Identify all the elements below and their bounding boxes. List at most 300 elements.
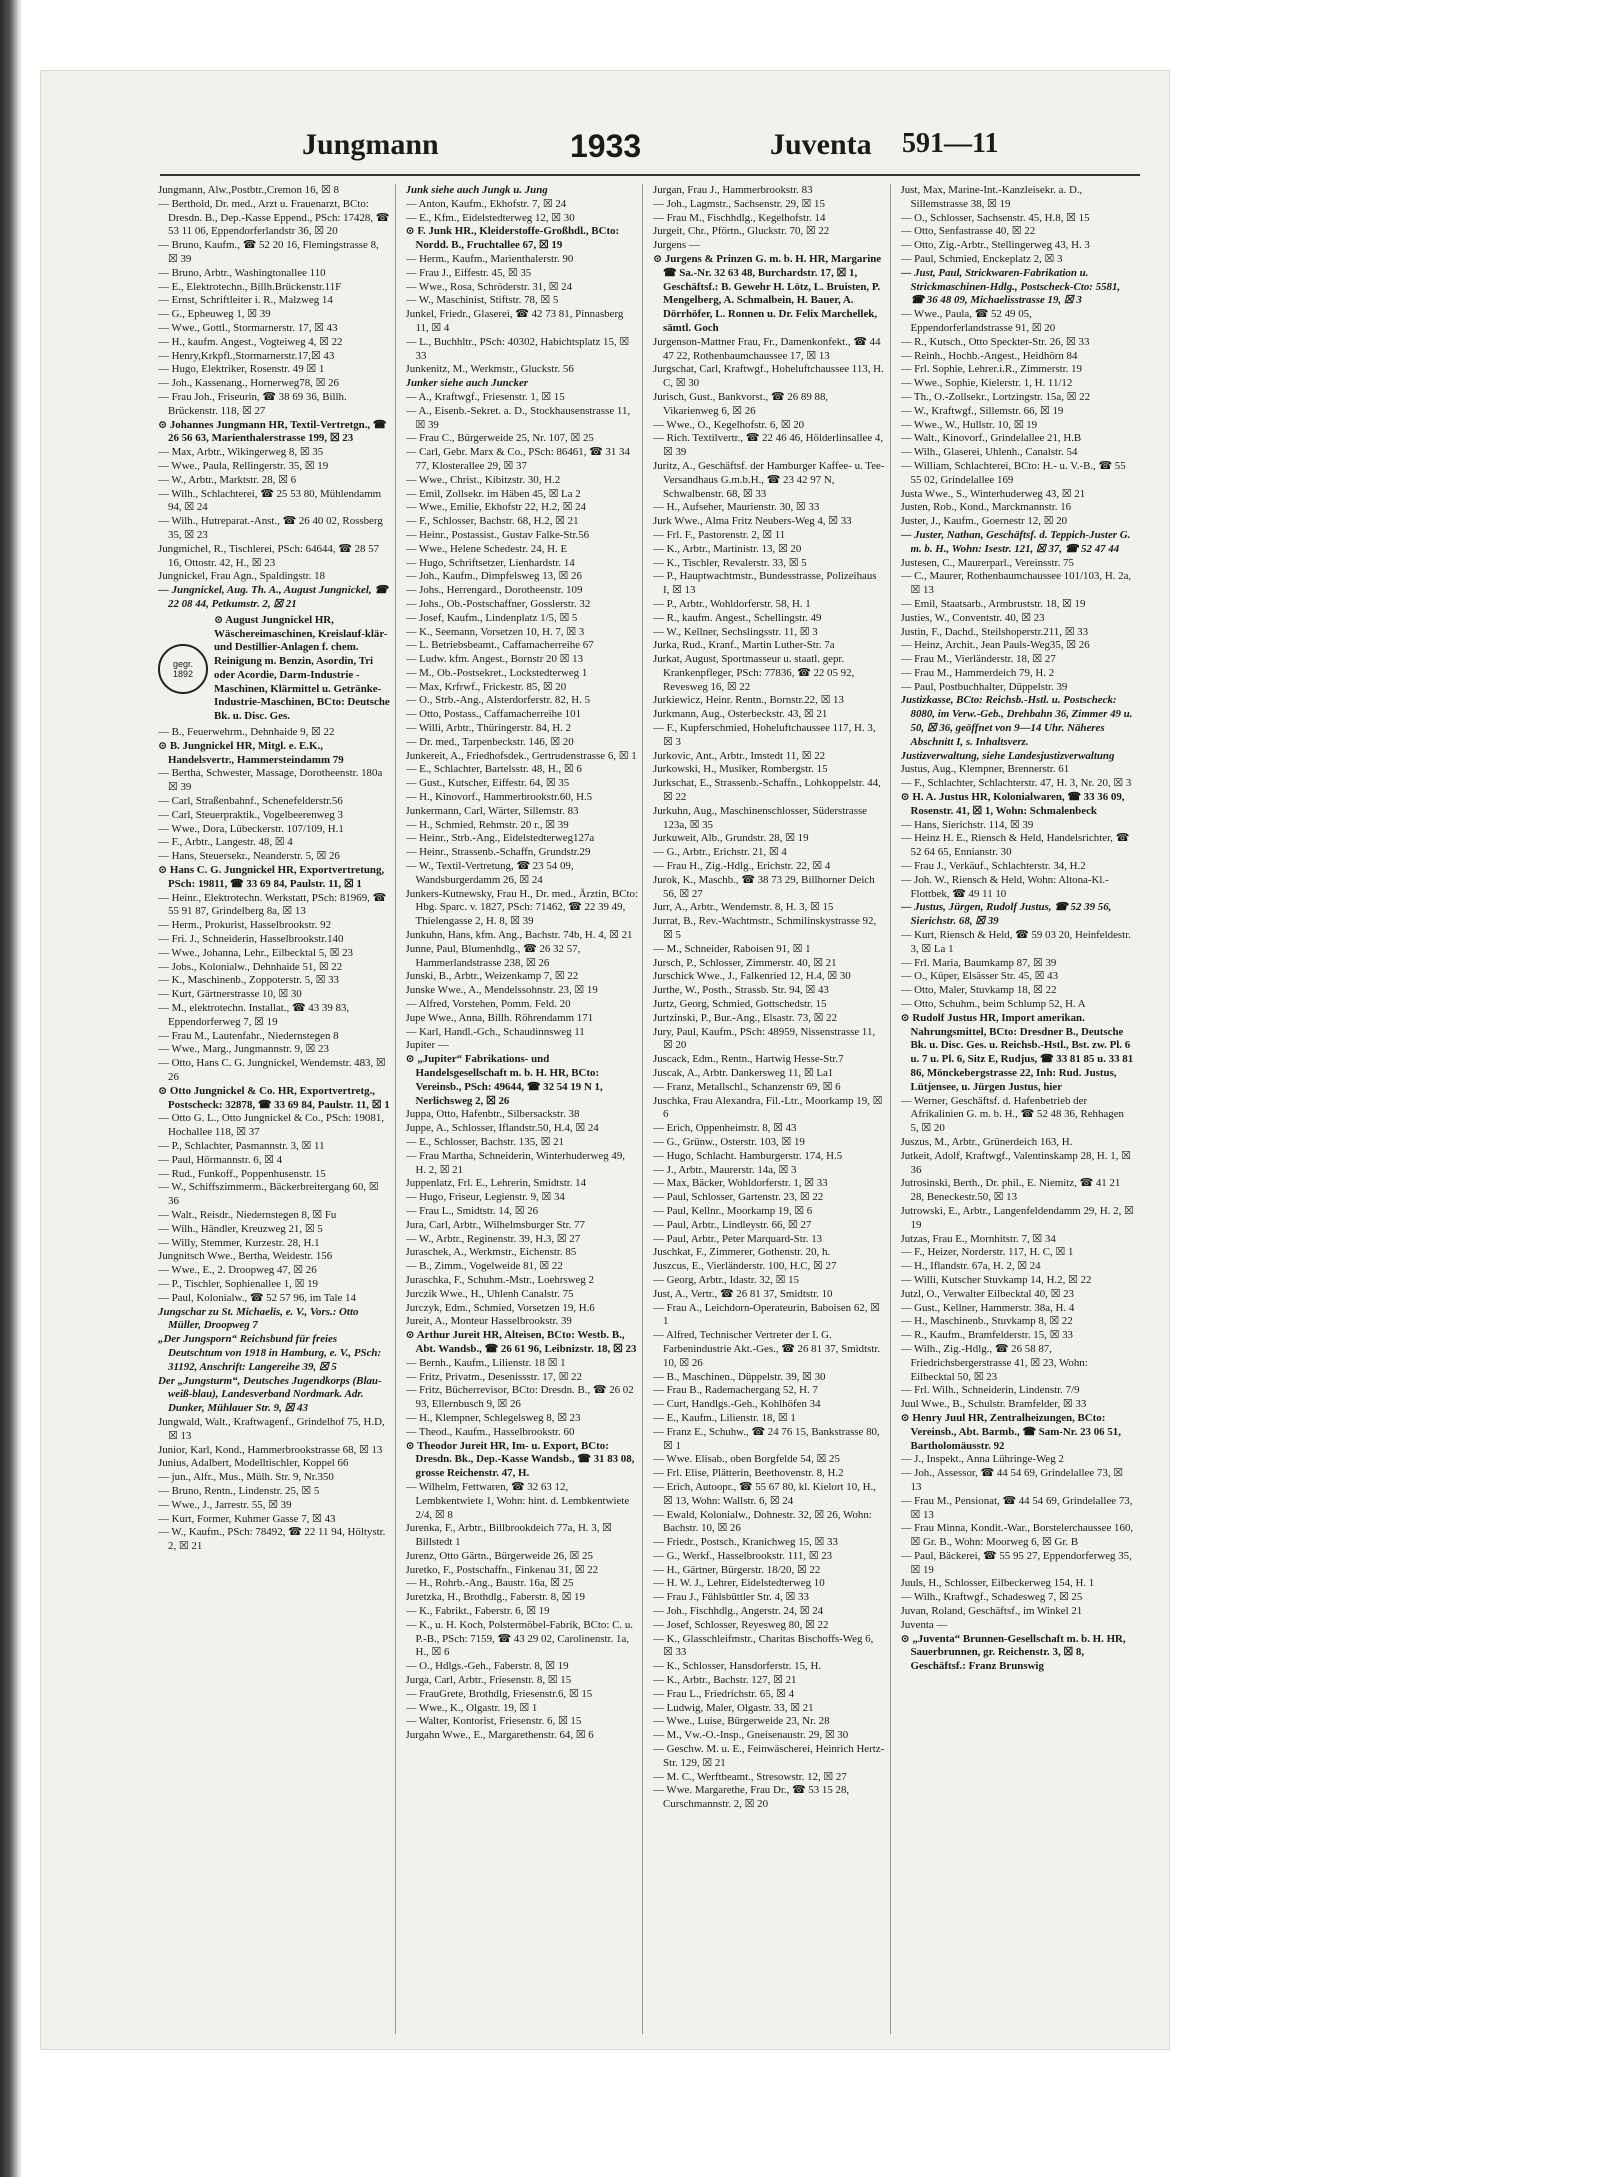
directory-entry: Juppe, A., Schlosser, Iflandstr.50, H.4, ☒ 24	[405, 1122, 599, 1135]
directory-entry: — P., Hauptwachtmstr., Bundesstrasse, Polizeihaus I, ☒ 13	[653, 570, 877, 597]
directory-entry: — Wwe., Johanna, Lehr., Eilbecktal 5, ☒ 23	[158, 946, 353, 959]
directory-entry: Jurkuhn, Aug., Maschinenschlosser, Süderstrasse 123a, ☒ 35	[653, 804, 868, 831]
directory-entry: — W., Maschinist, Stiftstr. 78, ☒ 5	[405, 294, 559, 307]
directory-entry: — Paul, Kellnr., Moorkamp 19, ☒ 6	[653, 1204, 813, 1217]
directory-entry: — Heinr., Postassist., Gustav Falke-Str.56	[405, 528, 590, 541]
directory-entry: Justin, F., Dachd., Steilshoperstr.211, ☒ 33	[900, 625, 1089, 638]
directory-entry: — Wwe., Gottl., Stormarnerstr. 17, ☒ 43	[158, 321, 338, 334]
directory-entry: — R., kaufm. Angest., Schellingstr. 49	[653, 611, 822, 624]
directory-entry: — Anton, Kaufm., Ekhofstr. 7, ☒ 24	[405, 197, 567, 210]
header-year: 1933	[570, 128, 642, 164]
directory-entry: — Frau J., Fühlsbüttler Str. 4, ☒ 33	[653, 1591, 809, 1604]
directory-entry: — W., Schiffszimmerm., Bäckerbreitergang 60, ☒ 36	[158, 1181, 379, 1208]
directory-entry: — Frau M., Fischhdlg., Kegelhofstr. 14	[653, 211, 826, 224]
column-1	[158, 184, 396, 2034]
directory-entry: — F., Schlosser, Bachstr. 68, H.2, ☒ 21	[405, 515, 579, 528]
directory-entry: — Wwe., O., Kegelhofstr. 6, ☒ 20	[653, 418, 805, 431]
directory-entry: Juraschka, F., Schuhm.-Mstr., Loehrsweg 2	[405, 1273, 594, 1286]
directory-entry: — Hugo, Schlacht. Hamburgerstr. 174, H.5	[653, 1149, 843, 1162]
directory-entry: — Emil, Zollsekr. im Häben 45, ☒ La 2	[405, 487, 581, 500]
directory-entry: — Frau J., Verkäuf., Schlachterstr. 34, H.2	[900, 860, 1086, 873]
firm-seal-entry	[158, 614, 391, 724]
directory-entry: — B., Maschinen., Düppelstr. 39, ☒ 30	[653, 1370, 826, 1383]
directory-entry: — Hugo, Friseur, Legienstr. 9, ☒ 34	[405, 1191, 565, 1204]
directory-entry: Junkuhn, Hans, kfm. Ang., Bachstr. 74b, H. 4, ☒ 21	[405, 929, 633, 942]
directory-entry: Justesen, C., Maurerparl., Vereinsstr. 75	[900, 556, 1074, 569]
directory-entry: Justus, Aug., Klempner, Brennerstr. 61	[900, 763, 1070, 776]
directory-entry: — G., Epheuweg 1, ☒ 39	[158, 308, 271, 321]
directory-entry: — Kurt, Riensch & Held, ☎ 59 03 20, Heinfeldestr. 3, ☒ La 1	[900, 929, 1131, 955]
directory-entry: — E., Schlachter, Bartelsstr. 48, H., ☒ 6	[405, 763, 582, 776]
directory-entry: — K., Glasschleifmstr., Charitas Bischoffs-Weg 6, ☒ 33	[653, 1632, 874, 1659]
directory-entry: Jurkat, August, Sportmasseur u. staatl. gepr. Krankenpfleger, PSch: 77836, ☎ 22 05 92, Revesweg 16, ☒ 22	[653, 653, 855, 693]
directory-entry: — K., Fabrikt., Faberstr. 6, ☒ 19	[405, 1605, 550, 1618]
directory-entry: Der „Jungsturm“, Deutsches Jugendkorps (Blau-weiß-blau), Landesverband Nordmark. Adr. Dunker, Mühlauer Str. 9, ☒ 43	[158, 1374, 382, 1415]
directory-entry: Justizkasse, BCto: Reichsb.-Hstl. u. Postscheck: 8080, im Verw.-Geb., Drehbahn 36, Zimmer 49 u. 50, ☒ 36, geöffnet von 9—14 Uhr. Näheres Abschnitt I, s. Inhaltsverz.	[900, 694, 1133, 748]
directory-entry: — Georg, Arbtr., Idastr. 32, ☒ 15	[653, 1273, 799, 1286]
directory-entry: Jungnitsch Wwe., Bertha, Weidestr. 156	[158, 1250, 333, 1263]
directory-entry: — Theod., Kaufm., Hasselbrookstr. 60	[405, 1425, 575, 1438]
directory-entry: — Frl. Maria, Baumkamp 87, ☒ 39	[900, 956, 1057, 969]
directory-entry: ⊙ Henry Juul HR, Zentralheizungen, BCto: Vereinsb., Abt. Barmb., ☎ Sam-Nr. 23 06 51, Bartholomäusstr. 92	[900, 1411, 1121, 1452]
directory-entry: Jurr, A., Arbtr., Wendemstr. 8, H. 3, ☒ 15	[653, 901, 834, 914]
directory-entry: — Heinr., Elektrotechn. Werkstatt, PSch: 81969, ☎ 55 91 87, Grindelberg 8a, ☒ 13	[158, 891, 387, 918]
directory-entry: Juszus, M., Arbtr., Grünerdeich 163, H.	[900, 1135, 1073, 1148]
directory-entry: Junker siehe auch Juncker	[405, 377, 529, 390]
directory-entry: ⊙ Theodor Jureit HR, Im- u. Export, BCto: Dresdn. Bk., Dep.-Kasse Wandsb., ☎ 31 83 08, grosse Reichenstr. 47, H.	[405, 1439, 635, 1480]
directory-entry: — Paul, Schmied, Enckeplatz 2, ☒ 3	[900, 252, 1063, 265]
directory-entry: Junkenitz, M., Werkmstr., Gluckstr. 56	[405, 363, 574, 376]
directory-entry: Jurrat, B., Rev.-Wachtmstr., Schmilinskystrasse 92, ☒ 5	[653, 915, 877, 942]
directory-entry: — O., Hdlgs.-Geh., Faberstr. 8, ☒ 19	[405, 1660, 569, 1673]
directory-entry: — Ludw. kfm. Angest., Bornstr 20 ☒ 13	[405, 653, 584, 666]
directory-entry: — Frl. Elise, Plätterin, Beethovenstr. 8, H.2	[653, 1467, 844, 1480]
directory-entry: — Bertha, Schwester, Massage, Dorotheenstr. 180a ☒ 39	[158, 767, 383, 794]
directory-entry: — H., Klempner, Schlegelsweg 8, ☒ 23	[405, 1411, 581, 1424]
directory-entry: Juul Wwe., B., Schulstr. Bramfelder, ☒ 33	[900, 1398, 1087, 1411]
directory-entry: Jurenka, F., Arbtr., Billbrookdeich 77a, H. 3, ☒ Billstedt 1	[405, 1522, 612, 1549]
directory-entry: — Bruno, Arbtr., Washingtonallee 110	[158, 266, 326, 279]
directory-entry: — Henry,Krkpfl.,Stormarnerstr.17,☒ 43	[158, 349, 335, 362]
directory-entry: — Frl. F., Pastorenstr. 2, ☒ 11	[653, 528, 786, 541]
directory-entry: Juritz, A., Geschäftsf. der Hamburger Kaffee- u. Tee-Versandhaus G.m.b.H., ☎ 23 42 97 N, Schwalbenstr. 68, ☒ 33	[653, 459, 885, 500]
directory-entry: — Wwe. Elisab., oben Borgfelde 54, ☒ 25	[653, 1453, 840, 1466]
directory-entry: — Johs., Ob.-Postschaffner, Gosslerstr. 32	[405, 597, 591, 610]
directory-entry: — Frau H., Zig.-Hdlg., Erichstr. 22, ☒ 4	[653, 860, 831, 873]
directory-entry: Just, Max, Marine-Int.-Kanzleisekr. a. D., Sillemstrasse 38, ☒ 19	[900, 184, 1083, 210]
column-2	[406, 184, 644, 2034]
directory-entry: — Walt., Reisdr., Niedernstegen 8, ☒ Fu	[158, 1208, 337, 1221]
directory-entry: — R., Kutsch., Otto Speckter-Str. 26, ☒ 33	[900, 335, 1090, 348]
directory-entry: Junkel, Friedr., Glaserei, ☎ 42 73 81, Pinnasberg 11, ☒ 4	[405, 308, 624, 334]
directory-entry: ⊙ „Jupiter“ Fabrikations- und Handelsgesellschaft m. b. H. HR, BCto: Vereinsb., PSch: 49644, ☎ 32 54 19 N 1, Nerlichsweg 2, ☒ 26	[405, 1053, 603, 1107]
directory-entry: — H., Gärtner, Bürgerstr. 18/20, ☒ 22	[653, 1563, 821, 1576]
directory-entry: Juretzka, H., Brothdlg., Faberstr. 8, ☒ 19	[405, 1591, 585, 1604]
directory-entry: — Erich, Oppenheimstr. 8, ☒ 43	[653, 1122, 797, 1135]
directory-entry: Jurczyk, Edm., Schmied, Vorsetzen 19, H.6	[405, 1301, 595, 1314]
directory-entry: — Josef, Kaufm., Lindenplatz 1/5, ☒ 5	[405, 611, 578, 624]
directory-entry: Jurgahn Wwe., E., Margarethenstr. 64, ☒ 6	[405, 1729, 594, 1742]
directory-entry: — Otto, Maler, Stuvkamp 18, ☒ 22	[900, 984, 1057, 997]
directory-entry: — Otto, Hans C. G. Jungnickel, Wendemstr. 483, ☒ 26	[158, 1057, 386, 1083]
directory-entry: — Bernh., Kaufm., Lilienstr. 18 ☒ 1	[405, 1356, 566, 1369]
directory-entry: Jurkovic, Ant., Arbtr., Imstedt 11, ☒ 22	[653, 749, 826, 762]
directory-entry: Junkereit, A., Friedhofsdek., Gertrudenstrasse 6, ☒ 1	[405, 749, 637, 762]
directory-entry: — Paul, Kolonialw., ☎ 52 57 96, im Tale 14	[158, 1291, 356, 1304]
directory-entry: — W., Arbtr., Reginenstr. 39, H.3, ☒ 27	[405, 1232, 581, 1245]
directory-entry: — Heinz H. E., Riensch & Held, Handelsrichter, ☎ 52 64 65, Ennianstr. 30	[900, 832, 1130, 859]
directory-entry: — Jungnickel, Aug. Th. A., August Jungnickel, ☎ 22 08 44, Petkumstr. 2, ☒ 21	[158, 584, 388, 610]
directory-entry: Juventa —	[900, 1618, 948, 1631]
directory-entry: — O., Küper, Elsässer Str. 45, ☒ 43	[900, 970, 1059, 983]
directory-entry: — Frau L., Friedrichstr. 65, ☒ 4	[653, 1687, 795, 1700]
directory-entry: — Willi, Kutscher Stuvkamp 14, H.2, ☒ 22	[900, 1273, 1092, 1286]
directory-entry: — Herm., Prokurist, Hasselbrookstr. 92	[158, 919, 332, 932]
directory-entry: — Wwe., Dora, Lübeckerstr. 107/109, H.1	[158, 822, 344, 835]
directory-entry: — Frau J., Eiffestr. 45, ☒ 35	[405, 266, 532, 279]
directory-entry: — Dr. med., Tarpenbeckstr. 146, ☒ 20	[405, 735, 574, 748]
directory-page	[40, 70, 1170, 2050]
directory-entry: — Otto, Senfastrasse 40, ☒ 22	[900, 225, 1036, 238]
directory-entry: — Fri. J., Schneiderin, Hasselbrookstr.140	[158, 933, 344, 946]
directory-entry: ⊙ Otto Jungnickel & Co. HR, Exportvertretg., Postscheck: 32878, ☎ 33 69 84, Paulstr. 11, ☒ 1	[158, 1084, 390, 1111]
directory-entry: Juscak, A., Arbtr. Dankersweg 11, ☒ La1	[653, 1067, 834, 1079]
directory-entry: — Walt., Kinovorf., Grindelallee 21, H.B	[900, 432, 1082, 445]
column-4	[901, 184, 1139, 2034]
directory-entry: — Frl. Wilh., Schneiderin, Lindenstr. 7/9	[900, 1384, 1080, 1397]
scan-edge	[0, 0, 22, 2177]
directory-entry: — Wwe., Rosa, Schröderstr. 31, ☒ 24	[405, 280, 573, 293]
directory-entry: Jungwald, Walt., Kraftwagenf., Grindelhof 75, H.D, ☒ 13	[158, 1415, 385, 1442]
directory-entry: — Wilh., Händler, Kreuzweg 21, ☒ 5	[158, 1222, 323, 1235]
directory-entry: — F., Kupferschmied, Hoheluftchaussee 117, H. 3, ☒ 3	[653, 722, 876, 748]
directory-entry: — Justus, Jürgen, Rudolf Justus, ☎ 52 39 56, Sierichstr. 68, ☒ 39	[900, 901, 1112, 928]
directory-entry: Juster, J., Kaufm., Goernestr 12, ☒ 20	[900, 515, 1068, 528]
directory-entry: Jurgschat, Carl, Kraftwgf., Hoheluftchaussee 113, H. C, ☒ 30	[653, 363, 884, 390]
directory-entry: — Rich. Textilvertr., ☎ 22 46 46, Hölderlinsallee 4, ☒ 39	[653, 432, 884, 459]
directory-entry: — William, Schlachterei, BCto: H.- u. V.-B., ☎ 55 55 02, Grindelallee 169	[900, 459, 1126, 486]
directory-entry: — Heinr., Strb.-Ang., Eidelstedterweg127a	[405, 832, 595, 845]
header-page-number: 591—11	[902, 128, 999, 159]
directory-entry: Juppa, Otto, Hafenbtr., Silbersackstr. 38	[405, 1108, 580, 1121]
directory-entry: Jupe Wwe., Anna, Billh. Röhrendamm 171	[405, 1011, 594, 1024]
directory-entry: — Wwe., J., Jarrestr. 55, ☒ 39	[158, 1498, 292, 1511]
directory-entry: — M., Vw.-O.-Insp., Gneisenaustr. 29, ☒ 30	[653, 1729, 849, 1742]
directory-entry: — Wilh., Zig.-Hdlg., ☎ 26 58 87, Friedrichsbergerstrasse 41, ☒ 23, Wohn: Eilbecktal 50, ☒ 23	[900, 1342, 1088, 1383]
directory-entry: — Jobs., Kolonialw., Dehnhaide 51, ☒ 22	[158, 960, 343, 973]
directory-entry: Jurenz, Otto Gärtn., Bürgerweide 26, ☒ 25	[405, 1549, 593, 1562]
directory-entry: Junius, Adalbert, Modelltischler, Koppel 66	[158, 1457, 349, 1470]
directory-entry: Junne, Paul, Blumenhdlg., ☎ 26 32 57, Hammerlandstrasse 238, ☒ 26	[405, 942, 581, 969]
directory-entry: ⊙ H. A. Justus HR, Kolonialwaren, ☎ 33 36 09, Rosenstr. 41, ☒ 1, Wohn: Schmalenbeck	[900, 791, 1125, 817]
directory-entry: Jutrowski, E., Arbtr., Langenfeldendamm 29, H. 2, ☒ 19	[900, 1204, 1134, 1231]
directory-entry: — Friedr., Postsch., Kranichweg 15, ☒ 33	[653, 1536, 838, 1549]
directory-entry: Jurkiewicz, Heinr. Rentn., Bornstr.22, ☒ 13	[653, 694, 844, 707]
directory-entry: — Otto, Zig.-Arbtr., Stellingerweg 43, H. 3	[900, 239, 1090, 252]
directory-entry: Justa Wwe., S., Winterhuderweg 43, ☒ 21	[900, 487, 1086, 500]
directory-entry: — Josef, Schlosser, Reyesweg 80, ☒ 22	[653, 1618, 829, 1631]
directory-entry: Justies, W., Conventstr. 40, ☒ 23	[900, 611, 1045, 624]
directory-entry: Juvan, Roland, Geschäftsf., im Winkel 21	[900, 1605, 1083, 1618]
directory-entry: — B., Zimm., Vogelweide 81, ☒ 22	[405, 1260, 563, 1273]
directory-entry: Junior, Karl, Kond., Hammerbrookstrasse 68, ☒ 13	[158, 1443, 383, 1456]
directory-entry: Jurkmann, Aug., Osterbeckstr. 43, ☒ 21	[653, 708, 828, 721]
directory-entry: Jurok, K., Maschb., ☎ 38 73 29, Billhorner Deich 56, ☒ 27	[653, 873, 875, 900]
directory-entry: „Der Jungsporn“ Reichsbund für freies Deutschtum von 1918 in Hamburg, e. V., PSch: 31192, Anschrift: Langereihe 39, ☒ 5	[158, 1333, 382, 1373]
directory-entry: — jun., Alfr., Mus., Mülh. Str. 9, Nr.350	[158, 1471, 334, 1484]
directory-entry: Jura, Carl, Arbtr., Wilhelmsburger Str. 77	[405, 1218, 585, 1231]
directory-entry: — Heinz, Archit., Jean Pauls-Weg35, ☒ 26	[900, 639, 1090, 652]
directory-entry: ⊙ August Jungnickel HR, Wäschereimaschinen, Kreislauf-klär- und Destillier-Anlagen f. chem. Reinigung m. Benzin, Asordin, Tri oder Acordie, Darm-Industrie - Maschinen, Klärmittel u. Getränke-Industrie-Maschinen, BCto: Deutsche Bk. u. Disc. Ges.	[214, 613, 390, 723]
directory-entry: — P., Arbtr., Wohldorferstr. 58, H. 1	[653, 597, 811, 610]
directory-entry: — Just, Paul, Strickwaren-Fabrikation u. Strickmaschinen-Hdlg., Postscheck-Cto: 5581, ☎ 36 48 09, Michaelisstrasse 19, ☒ 3	[900, 266, 1121, 307]
directory-entry: — Paul, Arbtr., Peter Marquard-Str. 13	[653, 1232, 823, 1245]
directory-entry: — Willy, Stemmer, Kurzestr. 28, H.1	[158, 1236, 320, 1249]
directory-entry: — Carl, Gebr. Marx & Co., PSch: 86461, ☎ 31 34 77, Klosterallee 29, ☒ 37	[405, 446, 630, 472]
directory-columns	[158, 184, 1138, 2034]
directory-entry: — Alfred, Technischer Vertreter der I. G. Farbenindustrie Akt.-Ges., ☎ 26 81 37, Smidtstr. 10, ☒ 26	[653, 1329, 881, 1369]
directory-entry: — Geschw. M. u. E., Feinwäscherei, Heinrich Hertz-Str. 129, ☒ 21	[653, 1743, 885, 1769]
directory-entry: — Frau L., Smidtstr. 14, ☒ 26	[405, 1204, 539, 1217]
directory-entry: — K., Arbtr., Bachstr. 127, ☒ 21	[653, 1674, 797, 1687]
directory-entry: — Frau B., Rademachergang 52, H. 7	[653, 1384, 818, 1397]
directory-entry: — Frl. Sophie, Lehrer.i.R., Zimmerstr. 19	[900, 363, 1082, 376]
directory-entry: — R., Kaufm., Bramfelderstr. 15, ☒ 33	[900, 1329, 1073, 1342]
directory-entry: — Wwe., Emilie, Ekhofstr 22, H.2, ☒ 24	[405, 501, 586, 514]
founding-seal-icon	[158, 644, 208, 694]
directory-entry: Junkers-Kutnewsky, Frau H., Dr. med., Ärztin, BCto: Hbg. Sparc. v. 1827, PSch: 71462, ☎ 22 39 49, Thielengasse 2, H. 8, ☒ 39	[405, 887, 639, 928]
directory-entry: — K., Arbtr., Martinistr. 13, ☒ 20	[653, 542, 802, 555]
directory-entry: — Paul, Postbuchhalter, Düppelstr. 39	[900, 680, 1068, 693]
directory-entry: — K., u. H. Koch, Polstermöbel-Fabrik, BCto: C. u. P.-B., PSch: 7159, ☎ 43 29 02, Carolinenstr. 1a, H., ☒ 6	[405, 1618, 633, 1659]
directory-entry: — M. C., Werftbeamt., Stresowstr. 12, ☒ 27	[653, 1770, 847, 1783]
directory-entry: Juschka, Frau Alexandra, Fil.-Ltr., Moorkamp 19, ☒ 6	[653, 1094, 883, 1121]
directory-entry: — Carl, Straßenbahnf., Schenefelderstr.56	[158, 795, 343, 808]
directory-entry: — E., Schlosser, Bachstr. 135, ☒ 21	[405, 1135, 564, 1148]
directory-entry: — L., Buchhltr., PSch: 40302, Habichtsplatz 15, ☒ 33	[405, 335, 630, 362]
directory-entry: Jutzas, Frau E., Mornhitstr. 7, ☒ 34	[900, 1232, 1056, 1245]
directory-entry: — H., kaufm. Angest., Vogteiweg 4, ☒ 22	[158, 335, 343, 348]
directory-entry: Jureit, A., Monteur Hasselbrookstr. 39	[405, 1315, 572, 1328]
directory-entry: — W., Arbtr., Marktstr. 28, ☒ 6	[158, 473, 297, 486]
directory-entry: ⊙ Jurgens & Prinzen G. m. b. H. HR, Margarine ☎ Sa.-Nr. 32 63 48, Burchardstr. 17, ☒ 1, Geschäftsf.: B. Gewehr H. Lötz, L. Bruisten, P. Mengelberg, A. Schmalbein, H. Bauer, A. Dörrhöfer, L. Ronnen u. Dr. Felix Marchellek, sämtl. Goch	[653, 252, 882, 334]
directory-entry: — W., Kellner, Sechslingsstr. 11, ☒ 3	[653, 625, 818, 638]
directory-entry: — F., Schlachter, Schlachterstr. 47, H. 3, Nr. 20, ☒ 3	[900, 777, 1132, 790]
directory-entry: — B., Feuerwehrm., Dehnhaide 9, ☒ 22	[158, 726, 335, 739]
directory-entry: — Frau C., Bürgerweide 25, Nr. 107, ☒ 25	[405, 432, 594, 445]
directory-entry: — Heinr., Strassenb.-Schaffn, Grundstr.29	[405, 846, 591, 859]
directory-entry: Jurga, Carl, Arbtr., Friesenstr. 8, ☒ 15	[405, 1674, 572, 1687]
directory-entry: Jursch, P., Schlosser, Zimmerstr. 40, ☒ 21	[653, 956, 837, 969]
directory-entry: — Wwe., K., Olgastr. 19, ☒ 1	[405, 1701, 538, 1714]
directory-entry: — Wwe., Helene Schedestr. 24, H. E	[405, 542, 568, 555]
directory-entry: — H., Rohrb.-Ang., Baustr. 16a, ☒ 25	[405, 1577, 574, 1590]
directory-entry: — Wwe., Paula, ☎ 52 49 05, Eppendorferlandstrasse 91, ☒ 20	[900, 308, 1056, 334]
directory-entry: — O., Schlosser, Sachsenstr. 45, H.8, ☒ 15	[900, 211, 1090, 224]
directory-entry: — Wwe. Margarethe, Frau Dr., ☎ 53 15 28, Curschmannstr. 2, ☒ 20	[653, 1784, 850, 1811]
directory-entry: — Curt, Handlgs.-Geh., Kohlhöfen 34	[653, 1398, 821, 1411]
directory-entry: Jungnickel, Frau Agn., Spaldingstr. 18	[158, 570, 325, 583]
directory-entry: — K., Maschinenb., Zoppoterstr. 5, ☒ 33	[158, 974, 339, 987]
directory-entry: Jurtzinski, P., Bur.-Ang., Elsastr. 73, ☒ 22	[653, 1011, 838, 1024]
directory-entry: Jurkuweit, Alb., Grundstr. 28, ☒ 19	[653, 832, 809, 845]
directory-entry: ⊙ Arthur Jureit HR, Alteisen, BCto: Westb. B., Abt. Wandsb., ☎ 26 61 96, Leibnizstr. 18, ☒ 23	[405, 1329, 637, 1355]
directory-entry: Jurk Wwe., Alma Fritz Neubers-Weg 4, ☒ 33	[653, 515, 852, 528]
directory-entry: — G., Arbtr., Erichstr. 21, ☒ 4	[653, 846, 787, 859]
directory-entry: Jungschar zu St. Michaelis, e. V., Vors.: Otto Müller, Droopweg 7	[158, 1305, 359, 1332]
directory-entry: — Frau M., Pensionat, ☎ 44 54 69, Grindelallee 73, ☒ 13	[900, 1494, 1133, 1521]
directory-entry: — Wilh., Hutreparat.-Anst., ☎ 26 40 02, Rossberg 35, ☒ 23	[158, 515, 383, 541]
directory-entry: Jutkeit, Adolf, Kraftwgf., Valentinskamp 28, H. 1, ☒ 36	[900, 1149, 1131, 1176]
directory-entry: — Wwe., Luise, Bürgerweide 23, Nr. 28	[653, 1715, 830, 1728]
directory-entry: — Otto G. L., Otto Jungnickel & Co., PSch: 19081, Hochallee 118, ☒ 37	[158, 1112, 384, 1139]
directory-entry: — L. Betriebsbeamt., Caffamacherreihe 67	[405, 639, 594, 652]
directory-entry: — F., Arbtr., Langestr. 48, ☒ 4	[158, 836, 293, 849]
seal-year: 1892	[172, 668, 194, 679]
directory-entry: Jurtz, Georg, Schmied, Gottschedstr. 15	[653, 998, 827, 1011]
directory-entry: Junski, B., Arbtr., Weizenkamp 7, ☒ 22	[405, 970, 579, 983]
directory-entry: — Joh., Kassenang., Hornerweg78, ☒ 26	[158, 377, 339, 390]
directory-entry: Juszcus, E., Vierländerstr. 100, H.C, ☒ 27	[653, 1260, 837, 1273]
directory-entry: Justen, Rob., Kond., Marckmannstr. 16	[900, 501, 1072, 514]
directory-entry: — K., Schlosser, Hansdorferstr. 15, H.	[653, 1660, 822, 1673]
directory-entry: — Joh. W., Riensch & Held, Wohn: Altona-Kl.-Flottbek, ☎ 49 11 10	[900, 873, 1109, 900]
directory-entry: — Max, Arbtr., Wikingerweg 8, ☒ 35	[158, 446, 324, 459]
directory-entry: ⊙ „Juventa“ Brunnen-Gesellschaft m. b. H. HR, Sauerbrunnen, gr. Reichenstr. 3, ☒ 8, Geschäftsf.: Franz Brunswig	[900, 1632, 1126, 1673]
directory-entry: — E., Kfm., Eidelstedterweg 12, ☒ 30	[405, 211, 575, 224]
directory-entry: — Ernst, Schriftleiter i. R., Malzweg 14	[158, 294, 333, 307]
directory-entry: — A., Eisenb.-Sekret. a. D., Stockhausenstrasse 11, ☒ 39	[405, 404, 631, 431]
directory-entry: — Hugo, Schriftsetzer, Lienhardstr. 14	[405, 556, 575, 569]
directory-entry: — E., Kaufm., Lilienstr. 18, ☒ 1	[653, 1411, 796, 1424]
directory-entry: Junske Wwe., A., Mendelssohnstr. 23, ☒ 19	[405, 984, 598, 997]
directory-entry: — J., Inspekt., Anna Lühringe-Weg 2	[900, 1453, 1064, 1466]
directory-entry: — A., Kraftwgf., Friesenstr. 1, ☒ 15	[405, 390, 565, 403]
directory-entry: — P., Tischler, Sophienallee 1, ☒ 19	[158, 1277, 318, 1290]
directory-entry: Jurka, Rud., Kranf., Martin Luther-Str. 7a	[653, 639, 835, 652]
directory-entry: — W., Kaufm., PSch: 78492, ☎ 22 11 94, Höltystr. 2, ☒ 21	[158, 1526, 386, 1553]
directory-entry: — Karl, Handl.-Gch., Schaudinnsweg 11	[405, 1025, 585, 1038]
directory-entry: — Fritz, Privatm., Desenissstr. 17, ☒ 22	[405, 1370, 582, 1383]
directory-entry: — Hugo, Elektriker, Rosenstr. 49 ☒ 1	[158, 363, 325, 376]
directory-entry: Jury, Paul, Kaufm., PSch: 48959, Nissenstrasse 11, ☒ 20	[653, 1025, 876, 1052]
directory-entry: — Ludwig, Maler, Olgastr. 33, ☒ 21	[653, 1701, 814, 1714]
directory-entry: ⊙ F. Junk HR., Kleiderstoffe-Großhdl., BCto: Nordd. B., Fruchtallee 67, ☒ 19	[405, 225, 620, 252]
directory-entry: — Wilh., Schlachterei, ☎ 25 53 80, Mühlendamm 94, ☒ 24	[158, 487, 382, 514]
directory-entry: Junk siehe auch Jungk u. Jung	[405, 184, 548, 196]
directory-entry: Juraschek, A., Werkmstr., Eichenstr. 85	[405, 1246, 577, 1259]
page-header	[40, 128, 1170, 180]
directory-entry: — FrauGrete, Brothdlg, Friesenstr.6, ☒ 15	[405, 1687, 593, 1700]
directory-entry: Just, A., Vertr., ☎ 26 81 37, Smidtstr. 10	[653, 1287, 833, 1300]
directory-entry: — Gust., Kutscher, Eiffestr. 64, ☒ 35	[405, 777, 570, 790]
directory-entry: — Bruno, Rentn., Lindenstr. 25, ☒ 5	[158, 1484, 320, 1497]
directory-entry: — G., Grünw., Osterstr. 103, ☒ 19	[653, 1135, 805, 1148]
directory-entry: — E., Elektrotechn., Billh.Brückenstr.11F	[158, 280, 342, 293]
directory-entry: Juretko, F., Postschaffn., Finkenau 31, ☒ 22	[405, 1563, 599, 1576]
header-first-name: Jungmann	[302, 128, 439, 161]
directory-entry: ⊙ Hans C. G. Jungnickel HR, Exportvertretung, PSch: 19811, ☎ 33 69 84, Paulstr. 11, ☒ 1	[158, 864, 385, 890]
directory-entry: — Otto, Postass., Caffamacherreihe 101	[405, 708, 582, 721]
directory-entry: Juschkat, F., Zimmerer, Gothenstr. 20, h.	[653, 1246, 831, 1259]
seal-line: gegr.	[172, 658, 194, 669]
directory-entry: — Franz E., Schuhw., ☎ 24 76 15, Bankstrasse 80, ☒ 1	[653, 1425, 880, 1452]
directory-entry: — Wwe., Sophie, Kielerstr. 1, H. 11/12	[900, 377, 1073, 390]
directory-entry: Juuls, H., Schlosser, Eilbeckerweg 154, H. 1	[900, 1577, 1095, 1590]
directory-entry: — Otto, Schuhm., beim Schlump 52, H. A	[900, 998, 1086, 1011]
directory-entry: — Joh., Kaufm., Dimpfelsweg 13, ☒ 26	[405, 570, 582, 583]
directory-entry: Junkermann, Carl, Wärter, Sillemstr. 83	[405, 804, 579, 817]
directory-entry: — P., Schlachter, Pasmannstr. 3, ☒ 11	[158, 1139, 325, 1152]
directory-entry: Jungmichel, R., Tischlerei, PSch: 64644, ☎ 28 57 16, Ottostr. 42, H., ☒ 23	[158, 542, 380, 569]
directory-entry: — Wilh., Kraftwgf., Schadesweg 7, ☒ 25	[900, 1591, 1083, 1604]
column-3	[653, 184, 891, 2034]
directory-entry: — Fritz, Bücherrevisor, BCto: Dresdn. B., ☎ 26 02 93, Ellernbusch 9, ☒ 26	[405, 1384, 634, 1411]
directory-entry: — C., Maurer, Rothenbaumchaussee 101/103, H. 2a, ☒ 13	[900, 570, 1132, 597]
header-rule	[160, 174, 1140, 176]
directory-entry: Jurgan, Frau J., Hammerbrookstr. 83	[653, 184, 813, 196]
directory-entry: — Wwe., Marg., Jungmannstr. 9, ☒ 23	[158, 1043, 329, 1056]
directory-entry: — Kurt, Gärtnerstrasse 10, ☒ 30	[158, 988, 302, 1001]
directory-entry: — Wilh., Glaserei, Uhlenh., Canalstr. 54	[900, 446, 1078, 459]
directory-entry: — K., Tischler, Revalerstr. 33, ☒ 5	[653, 556, 807, 569]
directory-entry: — Alfred, Vorstehen, Pomm. Feld. 20	[405, 998, 571, 1011]
directory-entry: Jupiter —	[405, 1039, 449, 1052]
directory-entry: — H. W. J., Lehrer, Eidelstedterweg 10	[653, 1577, 825, 1590]
directory-entry: — Werner, Geschäftsf. d. Hafenbetrieb der Afrikalinien G. m. b. H., ☎ 52 48 36, Rehhagen 5, ☒ 20	[900, 1094, 1124, 1135]
directory-entry: — G., Werkf., Hasselbrookstr. 111, ☒ 23	[653, 1549, 833, 1562]
directory-entry: Jurthe, W., Posth., Strassb. Str. 94, ☒ 43	[653, 984, 829, 997]
directory-entry: — J., Arbtr., Maurerstr. 14a, ☒ 3	[653, 1163, 797, 1176]
directory-entry: — Walter, Kontorist, Friesenstr. 6, ☒ 15	[405, 1715, 582, 1728]
directory-entry: — Wilhelm, Fettwaren, ☎ 32 63 12, Lembkentwiete 1, Wohn: hint. d. Lembkentwiete 2/4, ☒ 8	[405, 1480, 630, 1521]
directory-entry: Juscack, Edm., Rentn., Hartwig Hesse-Str.7	[653, 1053, 844, 1066]
directory-entry: — Hans, Sierichstr. 114, ☒ 39	[900, 818, 1034, 831]
directory-entry: — H., Aufseher, Maurienstr. 30, ☒ 33	[653, 501, 820, 514]
directory-entry: — Paul, Arbtr., Lindleystr. 66, ☒ 27	[653, 1218, 812, 1231]
directory-entry: — H., Kinovorf., Hammerbrookstr.60, H.5	[405, 791, 593, 804]
directory-entry: — F., Heizer, Norderstr. 117, H. C, ☒ 1	[900, 1246, 1074, 1259]
directory-entry: — Kurt, Former, Kuhmer Gasse 7, ☒ 43	[158, 1512, 336, 1525]
directory-entry: — H., Iflandstr. 67a, H. 2, ☒ 24	[900, 1260, 1041, 1273]
directory-entry: — Carl, Steuerpraktik., Vogelbeerenweg 3	[158, 808, 343, 821]
directory-entry: — Paul, Schlosser, Gartenstr. 23, ☒ 22	[653, 1191, 824, 1204]
directory-entry: — Frau M., Vierländerstr. 18, ☒ 27	[900, 653, 1056, 666]
directory-entry: ⊙ Rudolf Justus HR, Import amerikan. Nahrungsmittel, BCto: Dresdner B., Deutsche Bk. u. Disc. Ges. u. Reichsb.-Hstl., Bst. zw. Pl. 6 u. 7 u. Pl. 6, Sitz E, Rudjus, ☎ 33 81 85 u. 33 81 86, Mönckebergstrasse 22, Inh: Rud. Justus, Lütjensee, u. Jürgen Justus, hier	[900, 1011, 1134, 1093]
directory-entry: — Juster, Nathan, Geschäftsf. d. Teppich-Juster G. m. b. H., Wohn: Isestr. 121, ☒ 37, ☎ 52 47 44	[900, 528, 1131, 555]
directory-entry: — Ewald, Kolonialw., Dohnestr. 32, ☒ 26, Wohn: Bachstr. 10, ☒ 26	[653, 1508, 872, 1535]
directory-entry: — Willi, Arbtr., Thüringerstr. 84, H. 2	[405, 722, 572, 735]
directory-entry: — Joh., Assessor, ☎ 44 54 69, Grindelallee 73, ☒ 13	[900, 1467, 1124, 1493]
directory-entry: Jurgenson-Mattner Frau, Fr., Damenkonfekt., ☎ 44 47 22, Rothenbaumchaussee 17, ☒ 13	[653, 335, 881, 362]
directory-entry: Jurczik Wwe., H., Uhlenh Canalstr. 75	[405, 1287, 574, 1300]
directory-entry: Jurkowski, H., Musiker, Rombergstr. 15	[653, 763, 828, 776]
directory-entry: — Joh., Lagmstr., Sachsenstr. 29, ☒ 15	[653, 197, 825, 210]
directory-entry: Justizverwaltung, siehe Landesjustizverwaltung	[900, 749, 1115, 762]
directory-entry: — Johs., Herrengard., Dorotheenstr. 109	[405, 584, 583, 597]
directory-entry: Jutrosinski, Berth., Dr. phil., E. Niemitz, ☎ 41 21 28, Beneckestr.50, ☒ 13	[900, 1177, 1121, 1204]
directory-entry: — Emil, Staatsarb., Armbruststr. 18, ☒ 19	[900, 597, 1086, 610]
directory-entry: — Reinh., Hochb.-Angest., Heidhörn 84	[900, 349, 1078, 362]
directory-entry: — W., Textil-Vertretung, ☎ 23 54 09, Wandsburgerdamm 26, ☒ 24	[405, 860, 574, 886]
directory-entry: — Hans, Steuersekr., Neanderstr. 5, ☒ 26	[158, 850, 340, 863]
directory-entry: — Th., O.-Zollsekr., Lortzingstr. 15a, ☒ 22	[900, 390, 1091, 403]
directory-entry: — Wwe., Christ., Kibitzstr. 30, H.2	[405, 473, 561, 486]
directory-entry: Juppenlatz, Frl. E., Lehrerin, Smidtstr. 14	[405, 1177, 587, 1190]
directory-entry: — Wwe., W., Hullstr. 10, ☒ 19	[900, 418, 1038, 431]
directory-entry: — M., Ob.-Postsekret., Lockstedterweg 1	[405, 666, 588, 679]
directory-entry: Jutzl, O., Verwalter Eilbecktal 40, ☒ 23	[900, 1287, 1074, 1300]
